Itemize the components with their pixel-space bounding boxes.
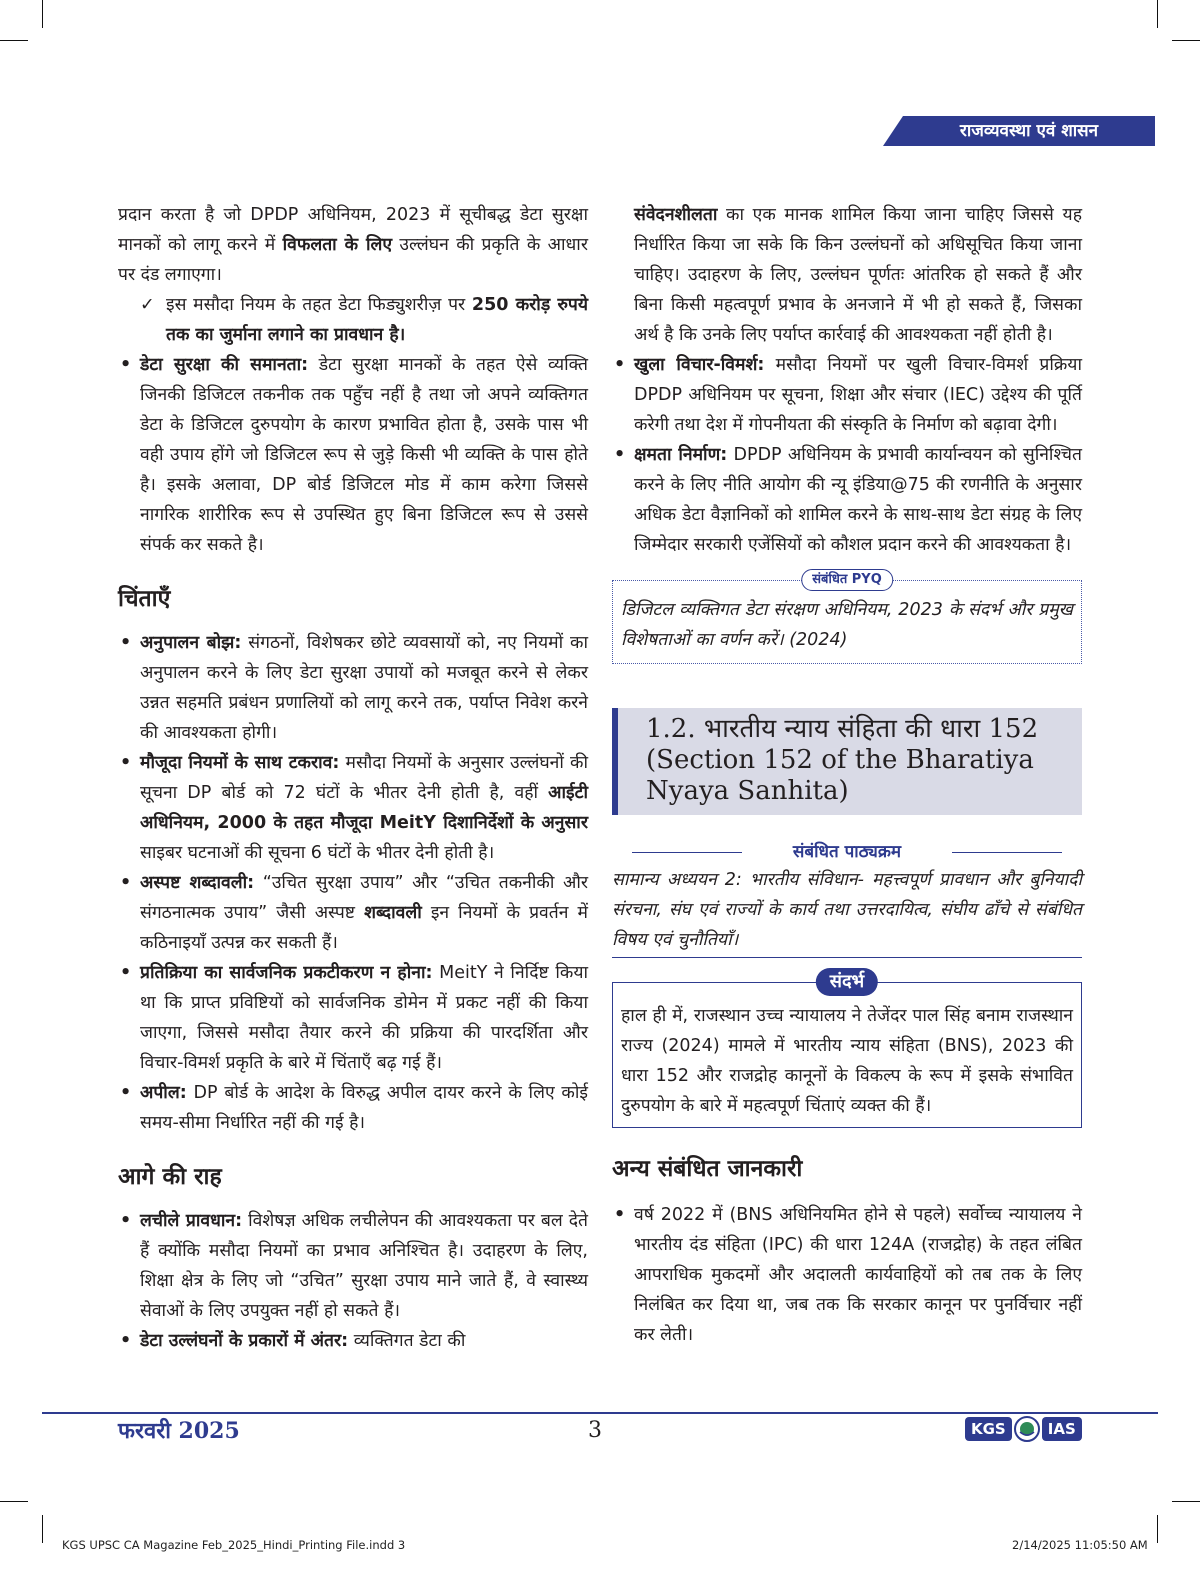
section-title-line: (Section 152 of the Bharatiya	[646, 745, 1034, 775]
continued-paragraph: संवेदनशीलता का एक मानक शामिल किया जाना चाहिए जिससे यह निर्धारित किया जा सके कि किन उल्लंघनों को अधिसूचित किया जाना चाहिए। उदाहरण के लिए, उल्लंघन पूर्णतः आंतरिक हो सकते हैं और बिना किसी महत्वपूर्ण प्रभाव के अनजाने में भी हो सकते हैं, जिसका अर्थ है कि उनके लिए पर्याप्त कार्रवाई की आवश्यकता नहीं होती है।	[634, 205, 1082, 345]
bullet-item: • क्षमता निर्माण: DPDP अधिनियम के प्रभावी कार्यान्वयन को सुनिश्चित करने के लिए नीति आयोग की न्यू इंडिया@75 की रणनीति के अनुसार अधिक डेटा वैज्ञानिकों को शामिल करने के साथ-साथ डेटा संग्रह के लिए जिम्मेदार सरकारी एजेंसियों को कौशल प्रदान करने की आवश्यकता है।	[612, 440, 1082, 560]
intro-paragraph: प्रदान करता है जो DPDP अधिनियम, 2023 में सूचीबद्ध डेटा सुरक्षा मानकों को लागू करने में विफलता के लिए उल्लंघन की प्रकृति के आधार पर दंड लगाएगा।	[118, 205, 588, 285]
section-title	[612, 708, 1082, 815]
crop-mark	[0, 40, 28, 41]
logo-right: IAS	[1042, 1417, 1082, 1441]
issue-date: फरवरी 2025	[118, 1418, 240, 1444]
section-title-line: 1.2. भारतीय न्याय संहिता की धारा 152	[646, 714, 1039, 744]
concern-item: • अस्पष्ट शब्दावली: “उचित सुरक्षा उपाय” और “उचित तकनीकी और संगठनात्मक उपाय” जैसी अस्पष्ट शब्दावली इन नियमों के प्रवर्तन में कठिनाइयाँ उत्पन्न कर सकती हैं।	[118, 868, 588, 958]
crop-mark	[1172, 40, 1200, 41]
crop-mark	[0, 1501, 28, 1502]
emblem-icon	[1014, 1416, 1040, 1442]
way-item: • डेटा उल्लंघनों के प्रकारों में अंतर: व्यक्तिगत डेटा की	[118, 1326, 588, 1356]
print-file-info: KGS UPSC CA Magazine Feb_2025_Hindi_Printing File.indd 3	[62, 1538, 406, 1552]
left-column	[118, 200, 588, 1356]
bullet-item: • खुला विचार-विमर्श: मसौदा नियमों पर खुली विचार-विमर्श प्रक्रिया DPDP अधिनियम पर सूचना, शिक्षा और संचार (IEC) उद्देश्य की पूर्ति करेगी तथा देश में गोपनीयता की संस्कृति के निर्माण को बढ़ावा देगी।	[612, 350, 1082, 440]
syllabus-label: संबंधित पाठ्यक्रम	[612, 839, 1082, 865]
crop-mark	[1157, 1515, 1158, 1543]
concerns-heading: चिंताएँ	[118, 586, 171, 612]
crop-mark	[42, 0, 43, 28]
kgs-ias-logo	[965, 1416, 1082, 1442]
way-item: • लचीले प्रावधान: विशेषज्ञ अधिक लचीलेपन की आवश्यकता पर बल देते हैं क्योंकि मसौदा नियमों का प्रभाव अनिश्चित है। उदाहरण के लिए, शिक्षा क्षेत्र के लिए जो “उचित” सुरक्षा उपाय माने जाते हैं, वे स्वास्थ्य सेवाओं के लिए उपयुक्त नहीं हो सकते हैं।	[118, 1206, 588, 1326]
syllabus-text: सामान्य अध्ययन 2: भारतीय संविधान- महत्त्वपूर्ण प्रावधान और बुनियादी संरचना, संघ एवं राज्यों के कार्य तथा उत्तरदायित्व, संघीय ढाँचे से संबंधित विषय एवं चुनौतियाँ।	[612, 865, 1082, 958]
concern-item: • प्रतिक्रिया का सार्वजनिक प्रकटीकरण न होना: MeitY ने निर्दिष्ट किया था कि प्राप्त प्रविष्टियों को सार्वजनिक डोमेन में प्रकट नहीं की किया जाएगा, जिससे मसौदा तैयार करने की प्रक्रिया की पारदर्शिता और विचार-विमर्श प्रकृति के बारे में चिंताएँ बढ़ गई हैं।	[118, 958, 588, 1078]
crop-mark	[42, 1515, 43, 1543]
other-info-heading: अन्य संबंधित जानकारी	[612, 1156, 803, 1182]
footer-rule	[42, 1412, 1158, 1414]
concern-item: • मौजूदा नियमों के साथ टकराव: मसौदा नियमों के अनुसार उल्लंघनों की सूचना DP बोर्ड को 72 घंटों के भीतर देनी होती है, वहीं आईटी अधिनियम, 2000 के तहत मौजूदा MeitY दिशानिर्देशों के अनुसार साइबर घटनाओं की सूचना 6 घंटों के भीतर देनी होती है।	[118, 748, 588, 868]
context-box	[612, 971, 1082, 1128]
logo-left: KGS	[965, 1417, 1012, 1441]
pyq-box	[612, 572, 1082, 664]
section-tab: राजव्यवस्था एवं शासन	[903, 116, 1155, 146]
way-forward-heading: आगे की राह	[118, 1164, 222, 1190]
bullet-equality: • डेटा सुरक्षा की समानता: डेटा सुरक्षा मानकों के तहत ऐसे व्यक्ति जिनकी डिजिटल तकनीक तक पहुँच नहीं है तथा जो अपने व्यक्तिगत डेटा के डिजिटल दुरुपयोग के कारण प्रभावित होता है, उसके पास भी वही उपाय होंगे जो डिजिटल रूप से जुड़े किसी भी व्यक्ति के पास होते है। इसके अलावा, DP बोर्ड डिजिटल मोड में काम करेगा जिससे नागरिक शारीरिक रूप से उपस्थित हुए बिना डिजिटल रूप से उससे संपर्क कर सकते है।	[118, 350, 588, 560]
concern-item: • अपील: DP बोर्ड के आदेश के विरुद्ध अपील दायर करने के लिए कोई समय-सीमा निर्धारित नहीं की गई है।	[118, 1078, 588, 1138]
pyq-text: डिजिटल व्यक्तिगत डेटा संरक्षण अधिनियम, 2023 के संदर्भ और प्रमुख विशेषताओं का वर्णन करें। (2024)	[621, 600, 1073, 650]
concern-item: • अनुपालन बोझ: संगठनों, विशेषकर छोटे व्यवसायों को, नए नियमों का अनुपालन करने के लिए डेटा सुरक्षा उपायों को मजबूत करने से लेकर उन्नत सहमति प्रबंधन प्रणालियों को लागू करने तक, पर्याप्त निवेश करने की आवश्यकता होगी।	[118, 628, 588, 748]
other-info-item: • वर्ष 2022 में (BNS अधिनियमित होने से पहले) सर्वोच्च न्यायालय ने भारतीय दंड संहिता (IPC) की धारा 124A (राजद्रोह) के तहत लंबित आपराधिक मुकदमों और अदालती कार्यवाहियों को तब तक के लिए निलंबित कर दिया था, जब तक कि सरकार कानून पर पुनर्विचार नहीं कर लेती।	[612, 1200, 1082, 1350]
print-timestamp: 2/14/2025 11:05:50 AM	[1012, 1538, 1148, 1552]
page-number: 3	[588, 1418, 602, 1443]
context-text: हाल ही में, राजस्थान उच्च न्यायालय ने तेजेंदर पाल सिंह बनाम राजस्थान राज्य (2024) मामले में भारतीय न्याय संहिता (BNS), 2023 की धारा 152 और राजद्रोह कानूनों के विकल्प के रूप में इसके संभावित दुरुपयोग के बारे में महत्वपूर्ण चिंताएं व्यक्त की हैं।	[621, 1006, 1073, 1116]
section-title-line: Nyaya Sanhita)	[646, 776, 849, 806]
crop-mark	[1172, 1501, 1200, 1502]
context-label: संदर्भ	[816, 968, 878, 996]
right-column	[612, 200, 1082, 1350]
tick-item: ✓ इस मसौदा नियम के तहत डेटा फिड्युशरीज़ पर 250 करोड़ रुपये तक का जुर्माना लगाने का प्रावधान है।	[118, 290, 588, 350]
pyq-label: संबंधित PYQ	[801, 569, 893, 591]
crop-mark	[1157, 0, 1158, 28]
